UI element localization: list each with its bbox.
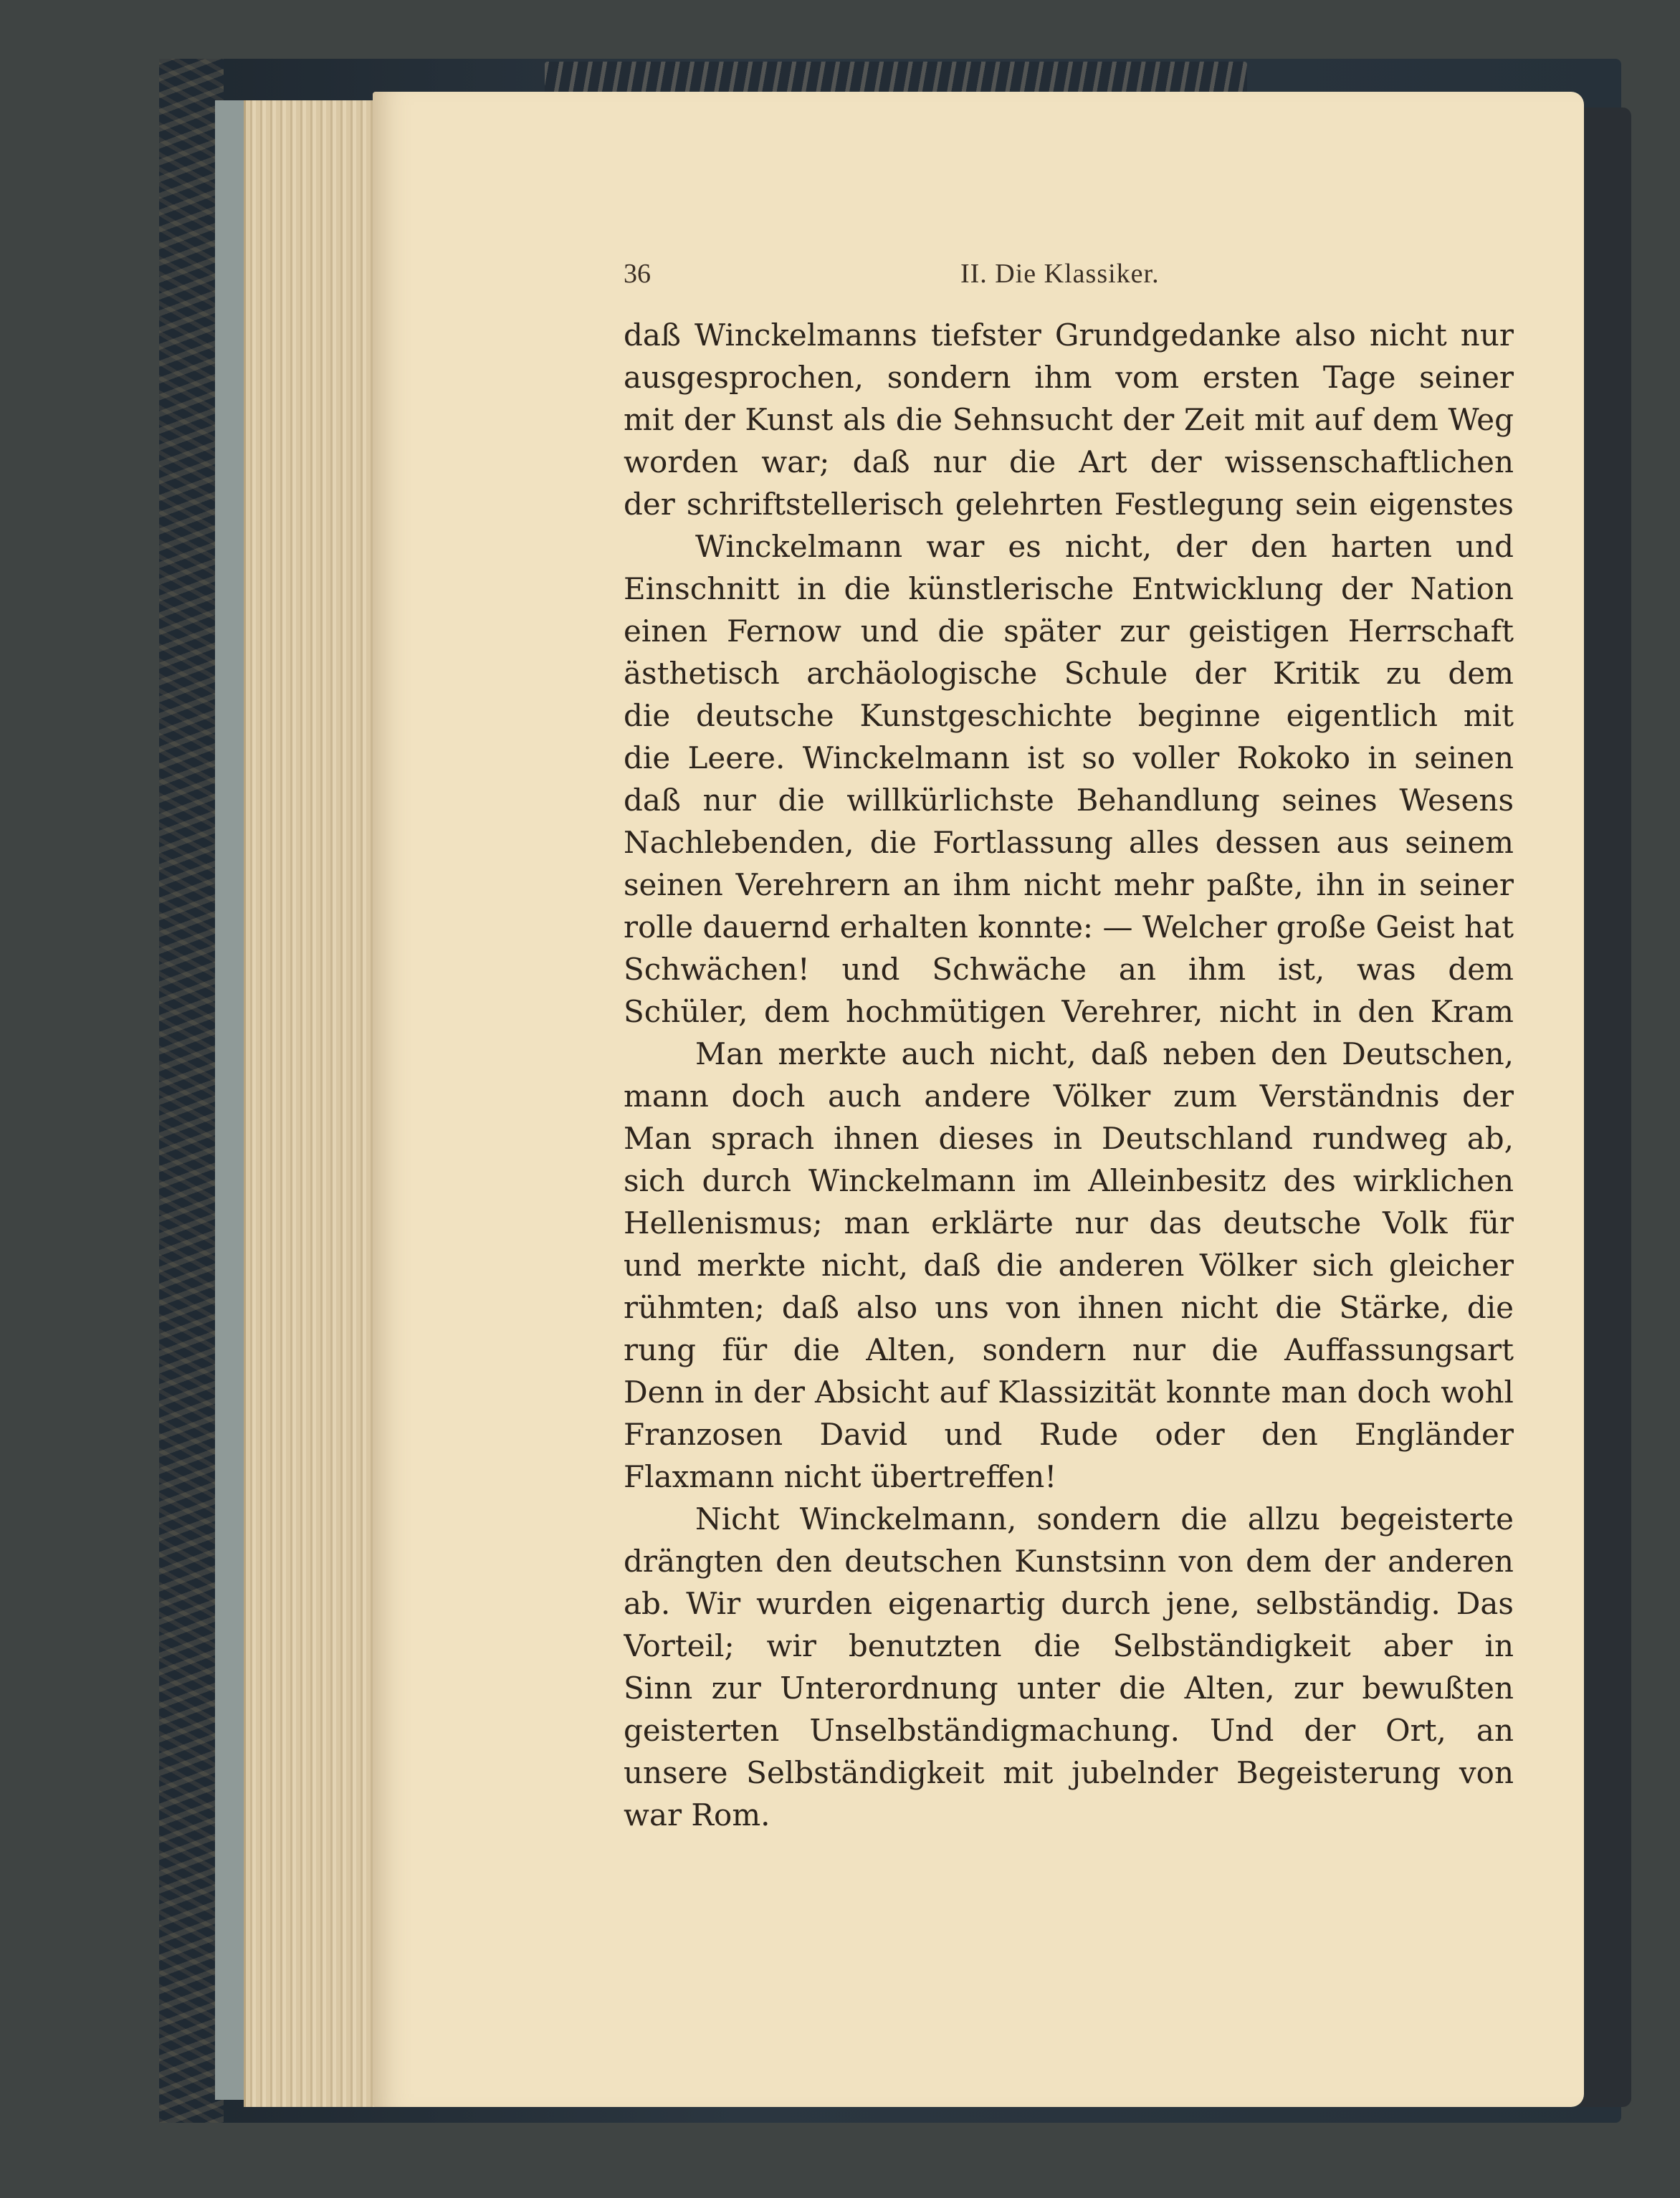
text-line: einen Fernow und die später zur geistigen Herrschaft	[624, 613, 1514, 649]
text-line: Franzosen David und Rude oder den Engländer	[624, 1417, 1514, 1452]
text-line: und merkte nicht, daß die anderen Völker sich gleicher	[624, 1248, 1514, 1283]
text-line: seinen Verehrern an ihm nicht mehr paßte, ihn in seiner	[624, 867, 1514, 902]
text-line: Nicht Winckelmann, sondern die allzu begeisterte	[695, 1501, 1514, 1537]
text-line: worden war; daß nur die Art der wissenschaftlichen	[624, 444, 1514, 479]
text-line: Schwächen! und Schwäche an ihm ist, was dem	[624, 952, 1514, 987]
text-line: war Rom.	[624, 1797, 770, 1833]
text-line: drängten den deutschen Kunstsinn von dem der anderen	[624, 1544, 1514, 1579]
text-line: Flaxmann nicht übertreffen!	[624, 1459, 1057, 1494]
text-line: unsere Selbständigkeit mit jubelnder Begeisterung von	[624, 1755, 1514, 1790]
text-line: rolle dauernd erhalten konnte: — Welcher große Geist hat	[624, 909, 1514, 945]
text-line: Hellenismus; man erklärte nur das deutsche Volk für	[624, 1205, 1514, 1241]
text-line: ausgesprochen, sondern ihm vom ersten Tage seiner	[624, 360, 1514, 395]
text-line: Sinn zur Unterordnung unter die Alten, zur bewußten	[624, 1671, 1514, 1706]
text-line: mann doch auch andere Völker zum Verständnis der	[624, 1079, 1514, 1114]
page-number: 36	[624, 259, 651, 289]
body-text	[624, 314, 1514, 1836]
text-line: sich durch Winckelmann im Alleinbesitz des wirklichen	[624, 1163, 1514, 1198]
text-line: daß nur die willkürlichste Behandlung seines Wesens	[624, 783, 1514, 818]
running-title: II. Die Klassiker.	[960, 259, 1160, 289]
text-line: der schriftstellerisch gelehrten Festlegung sein eigenstes	[624, 487, 1514, 522]
text-line: die deutsche Kunstgeschichte beginne eigentlich mit	[624, 698, 1514, 733]
text-line: geisterten Unselbständigmachung. Und der Ort, an	[624, 1713, 1514, 1748]
text-line: Vorteil; wir benutzten die Selbständigkeit aber in	[624, 1628, 1514, 1663]
text-line: Einschnitt in die künstlerische Entwicklung der Nation	[624, 571, 1514, 606]
text-line: daß Winckelmanns tiefster Grundgedanke also nicht nur	[624, 317, 1514, 353]
text-line: Denn in der Absicht auf Klassizität konnte man doch wohl	[624, 1375, 1514, 1410]
text-line: ab. Wir wurden eigenartig durch jene, selbständig. Das	[624, 1586, 1514, 1621]
text-line: mit der Kunst als die Sehnsucht der Zeit mit auf dem Weg	[624, 402, 1514, 437]
text-line: Man merkte auch nicht, daß neben den Deutschen,	[695, 1036, 1514, 1071]
text-line: Schüler, dem hochmütigen Verehrer, nicht in den Kram	[624, 994, 1514, 1029]
book-spine-decoration	[159, 59, 224, 2123]
text-line: die Leere. Winckelmann ist so voller Rokoko in seinen	[624, 740, 1514, 775]
page-header	[624, 258, 1512, 294]
text-line: Nachlebenden, die Fortlassung alles dessen aus seinem	[624, 825, 1514, 860]
text-line: Man sprach ihnen dieses in Deutschland rundweg ab,	[624, 1121, 1514, 1156]
text-line: Winckelmann war es nicht, der den harten und	[695, 529, 1514, 564]
text-line: ästhetisch archäologische Schule der Kritik zu dem	[624, 656, 1514, 691]
text-line: rühmten; daß also uns von ihnen nicht die Stärke, die	[624, 1290, 1514, 1325]
page-edges	[244, 100, 389, 2107]
text-line: rung für die Alten, sondern nur die Auffassungsart	[624, 1332, 1514, 1367]
